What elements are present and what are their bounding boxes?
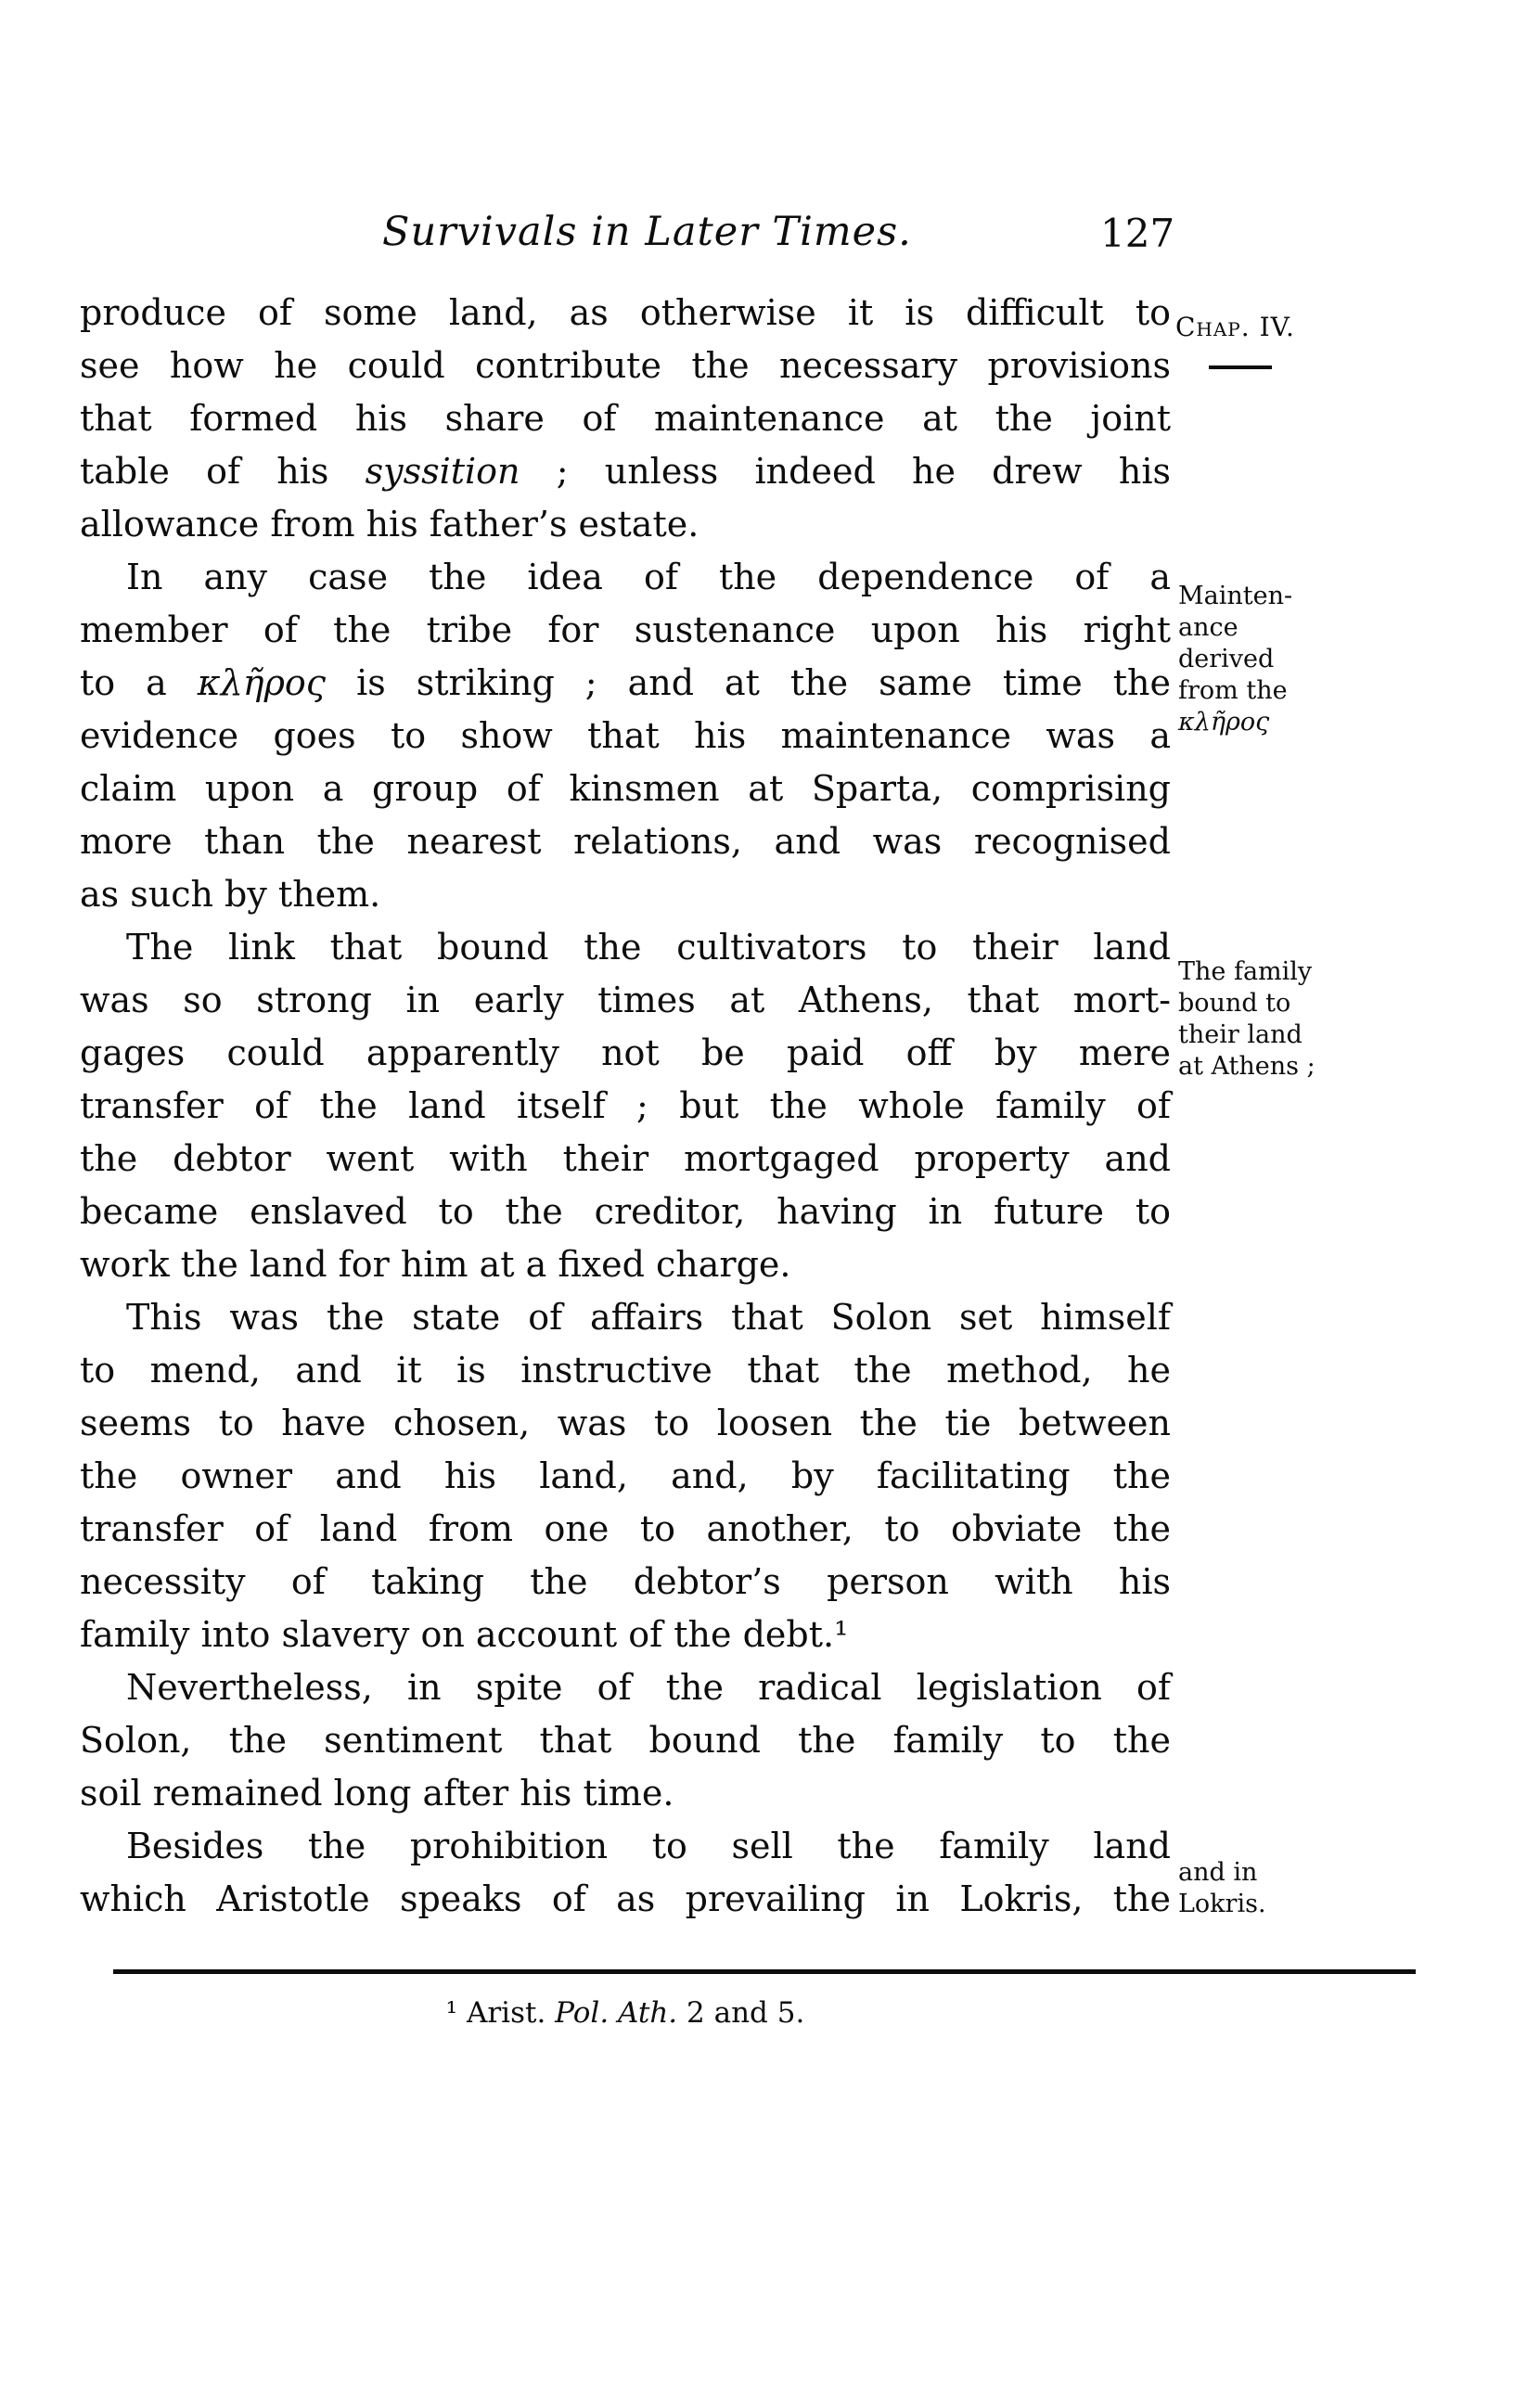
body-line: soil remained long after his time. — [80, 1773, 674, 1814]
body-line: seems to have chosen, was to loosen the tie between — [80, 1403, 1171, 1443]
body-text-column — [80, 287, 1171, 1926]
greek-term-kleros: κλῆρος — [197, 662, 327, 703]
page-number: 127 — [1100, 211, 1175, 256]
body-line-paragraph-start: The link that bound the cultivators to their land — [126, 927, 1171, 968]
body-line: more than the nearest relations, and was recognised — [80, 821, 1171, 862]
margin-note-line: Mainten- — [1178, 582, 1293, 610]
body-line: transfer of the land itself ; but the whole family of — [80, 1085, 1171, 1126]
margin-note-line: The family — [1178, 957, 1313, 986]
margin-note-line: Lokris. — [1178, 1890, 1266, 1918]
margin-note-line: derived — [1178, 645, 1275, 673]
body-line: transfer of land from one to another, to obviate the — [80, 1508, 1171, 1549]
footnote — [80, 1994, 1171, 2032]
body-line: the debtor went with their mortgaged property and — [80, 1138, 1171, 1179]
body-line: the owner and his land, and, by facilitating the — [80, 1455, 1171, 1496]
body-line: allowance from his father’s estate. — [80, 504, 699, 545]
margin-note-line: at Athens ; — [1178, 1052, 1315, 1081]
margin-note-line: their land — [1178, 1020, 1303, 1049]
body-line: Solon, the sentiment that bound the family to the — [80, 1720, 1171, 1761]
margin-note-line: bound to — [1178, 989, 1291, 1018]
body-line-paragraph-start: Besides the prohibition to sell the family land — [126, 1826, 1171, 1866]
margin-note-maintenance — [1178, 581, 1457, 738]
body-line-paragraph-start: Nevertheless, in spite of the radical legislation of — [126, 1667, 1171, 1708]
chapter-rule — [1209, 365, 1272, 369]
margin-note-line: ance — [1178, 613, 1238, 642]
margin-note-line: from the — [1178, 676, 1288, 705]
margin-chapter-label: Chap. IV. — [1175, 312, 1295, 342]
footnote-marker: ¹ Arist. — [445, 1996, 556, 2030]
body-line — [80, 657, 1171, 710]
body-line: claim upon a group of kinsmen at Sparta, comprising — [80, 768, 1171, 809]
body-line: that formed his share of maintenance at the joint — [80, 398, 1171, 439]
footnote-work-title: Pol. Ath. — [555, 1996, 678, 2030]
body-line-footnote-ref: family into slavery on account of the debt.¹ — [80, 1614, 849, 1655]
body-line: evidence goes to show that his maintenance was a — [80, 715, 1171, 756]
footnote-rest: 2 and 5. — [677, 1996, 805, 2030]
body-text: is striking ; and at the same time the — [326, 662, 1171, 703]
body-line: work the land for him at a fixed charge. — [80, 1244, 791, 1285]
body-line: member of the tribe for sustenance upon his right — [80, 609, 1171, 650]
margin-note-lokris — [1178, 1857, 1457, 1920]
running-header-title: Survivals in Later Times. — [382, 209, 912, 255]
body-line: to mend, and it is instructive that the method, he — [80, 1350, 1171, 1391]
body-text: ; unless indeed he drew his — [520, 451, 1171, 492]
margin-note-family-land — [1178, 956, 1457, 1083]
footnote-separator-rule — [113, 1969, 1416, 1974]
margin-note-greek-kleros: κλῆρος — [1178, 708, 1270, 737]
body-line: necessity of taking the debtor’s person with his — [80, 1561, 1171, 1602]
body-line: as such by them. — [80, 874, 381, 915]
body-line: became enslaved to the creditor, having in future to — [80, 1191, 1171, 1232]
italic-term-syssition: syssition — [365, 451, 520, 492]
body-line: was so strong in early times at Athens, that mort- — [80, 980, 1171, 1020]
body-text: table of his — [80, 451, 366, 492]
body-line: produce of some land, as otherwise it is difficult to — [80, 292, 1171, 333]
body-line: gages could apparently not be paid off by mere — [80, 1032, 1171, 1073]
margin-note-line: and in — [1178, 1858, 1258, 1887]
body-line: which Aristotle speaks of as prevailing in Lokris, the — [80, 1878, 1171, 1919]
body-line-paragraph-start: In any case the idea of the dependence of a — [126, 557, 1171, 597]
body-line-paragraph-start: This was the state of affairs that Solon set himself — [126, 1297, 1171, 1338]
body-text: to a — [80, 662, 198, 703]
body-line: see how he could contribute the necessary provisions — [80, 345, 1171, 386]
body-line — [80, 445, 1171, 498]
